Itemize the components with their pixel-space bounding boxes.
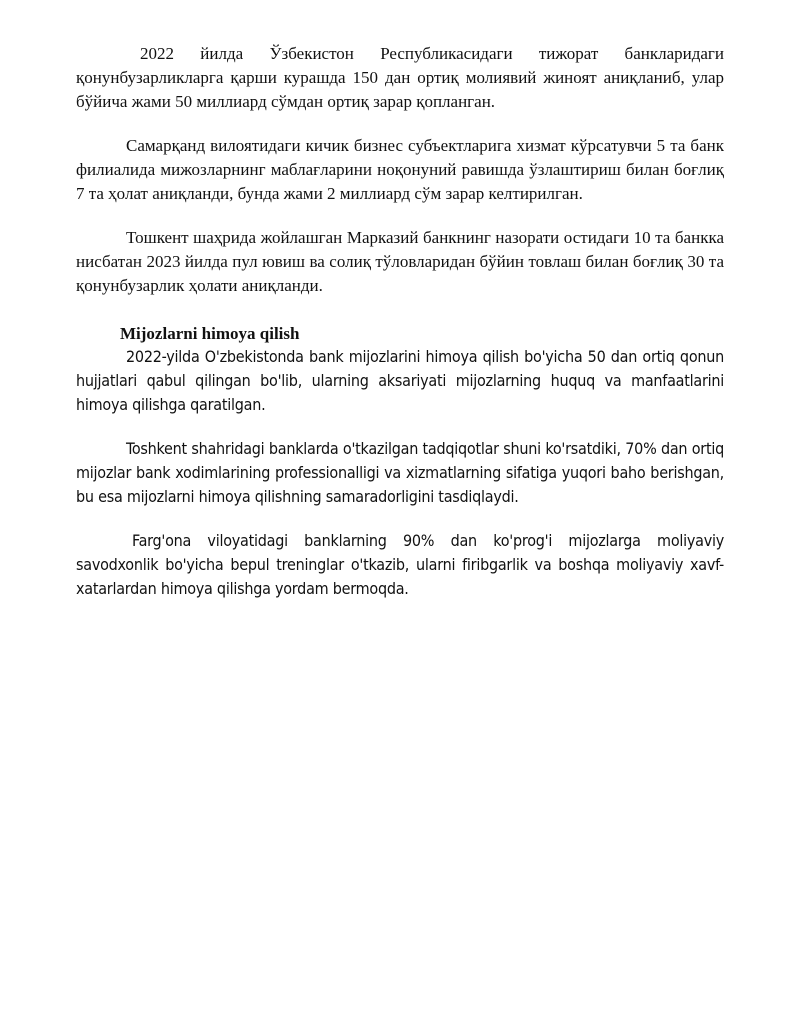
- paragraph-fergana-trainings: Farg'ona viloyatidagi banklarning 90% dan ko'prog'i mijozlarga moliyaviy savodxonlik bo'yicha bepul treninglar o'tkazib, ularni firibgarlik va boshqa moliyaviy xavf-xatarlardan himoya qilishga yordam bermoqda.: [76, 531, 724, 598]
- paragraph-samarkand-branches: Самарқанд вилоятидаги кичик бизнес субъектларига хизмат кўрсатувчи 5 та банк филиалида мижозларнинг маблағларини ноқонуний равишда ўзлаштириш билан боғлиқ 7 та ҳолат аниқланди, бунда жами 2 миллиард сўм зарар келтирилган.: [76, 136, 724, 203]
- document-page: [76, 42, 724, 601]
- paragraph-client-protection-laws: 2022-yilda O'zbekistonda bank mijozlarini himoya qilish bo'yicha 50 dan ortiq qonun hujjatlari qabul qilingan bo'lib, ularning aksariyati mijozlarning huquq va manfaatlarini himoya qilishga qaratilgan.: [76, 347, 724, 414]
- paragraph-tashkent-survey: Toshkent shahridagi banklarda o'tkazilgan tadqiqotlar shuni ko'rsatdiki, 70% dan ortiq mijozlar bank xodimlarining professionalligi va xizmatlarning sifatiga yuqori baho berishgan, bu esa mijozlarni himoya qilishning samaradorligini tasdiqlaydi.: [76, 439, 724, 506]
- paragraph-bank-violations-2022: 2022 йилда Ўзбекистон Республикасидаги тижорат банкларидаги қонунбузарликларга қарши курашда 150 дан ортиқ молиявий жиноят аниқланиб, улар бўйича жами 50 миллиард сўмдан ортиқ зарар қопланган.: [76, 44, 724, 111]
- section-heading-client-protection: Mijozlarni himoya qilish: [120, 324, 300, 343]
- paragraph-tashkent-central-bank: Тошкент шаҳрида жойлашган Марказий банкнинг назорати остидаги 10 та банкка нисбатан 2023 йилда пул ювиш ва солиқ тўловларидан бўйин товлаш билан боғлиқ 30 та қонунбузарлик ҳолати аниқланди.: [76, 228, 724, 295]
